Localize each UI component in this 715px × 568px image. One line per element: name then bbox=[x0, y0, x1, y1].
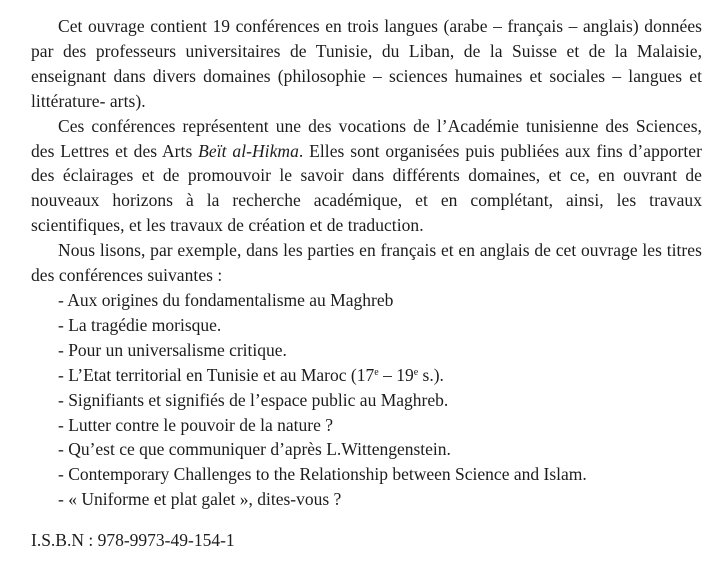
conference-title: - Pour un universalisme critique. bbox=[58, 339, 287, 360]
list-item bbox=[31, 487, 702, 512]
conference-title-part: – 19 bbox=[378, 364, 414, 385]
conference-titles-list bbox=[31, 288, 702, 512]
conference-title-part: s.). bbox=[418, 364, 444, 385]
vocation-text-end: . Elles sont organisées puis publiées aux fins d’apporter des éclairages et de promouvoir le savoir dans différents domaines, et ce, en ouvrant de nouveaux horizons à la recherche académique, et en complétant, ainsi, les travaux scientifiques, et les travaux de création et de traduction. bbox=[31, 140, 702, 236]
conference-title: - La tragédie morisque. bbox=[58, 314, 222, 335]
superscript: e bbox=[374, 366, 379, 378]
vocation-paragraph bbox=[31, 114, 702, 239]
isbn-line: I.S.B.N : 978-9973-49-154-1 bbox=[31, 530, 235, 551]
list-item bbox=[31, 462, 702, 487]
intro-text: Cet ouvrage contient 19 conférences en trois langues (arabe – français – anglais) données par des professeurs universitaires de Tunisie, du Liban, de la Suisse et de la Malaisie, enseignant dans divers domaines (philosophie – sciences humaines et sociales – langues et littérature- arts). bbox=[31, 16, 702, 111]
superscript: e bbox=[413, 366, 419, 378]
list-item bbox=[31, 363, 702, 388]
list-item bbox=[31, 388, 702, 413]
conference-title: - Lutter contre le pouvoir de la nature ? bbox=[58, 414, 334, 435]
intro-paragraph bbox=[31, 14, 702, 114]
academy-name: Beït al-Hikma bbox=[198, 140, 299, 161]
conference-title: - Aux origines du fondamentalisme au Maghreb bbox=[58, 289, 394, 310]
list-item bbox=[31, 288, 702, 313]
conference-title: - L’Etat territorial en Tunisie et au Maroc (17 bbox=[58, 364, 375, 385]
conference-title: - Qu’est ce que communiquer d’après L.Wittengenstein. bbox=[58, 439, 451, 460]
vocation-text-start: Ces conférences représentent une des vocations de l’Académie tunisienne des Sciences, des Lettres et des Arts bbox=[31, 115, 702, 161]
list-item bbox=[31, 437, 702, 462]
list-item bbox=[31, 313, 702, 338]
list-item bbox=[31, 338, 702, 363]
list-item bbox=[31, 413, 702, 438]
conference-title: - Signifiants et signifiés de l’espace public au Maghreb. bbox=[58, 389, 449, 410]
conference-title: - Contemporary Challenges to the Relationship between Science and Islam. bbox=[58, 464, 587, 485]
conference-title: - « Uniforme et plat galet », dites-vous ? bbox=[58, 489, 342, 510]
titles-intro-paragraph bbox=[31, 238, 702, 288]
titles-intro-text: Nous lisons, par exemple, dans les parties en français et en anglais de cet ouvrage les titres des conférences suivantes : bbox=[31, 240, 702, 286]
